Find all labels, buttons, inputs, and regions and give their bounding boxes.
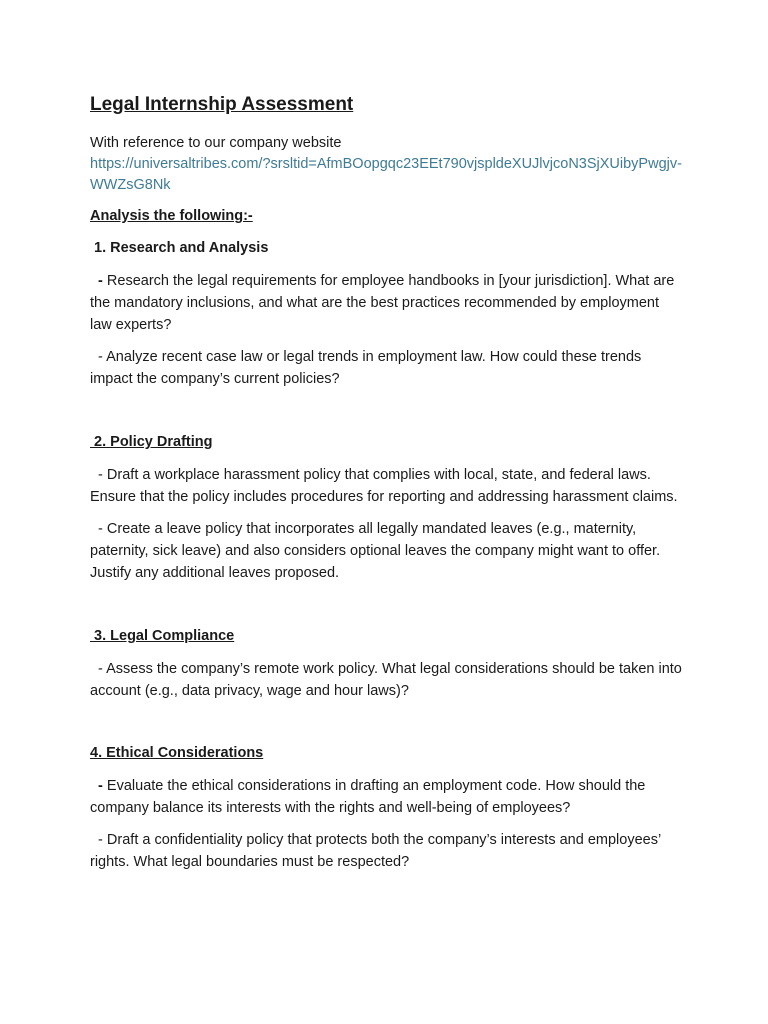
research-item-2-text: Analyze recent case law or legal trends in employment law. How could these trends impact the company’s current policies?: [90, 349, 642, 387]
research-item-1: [90, 270, 682, 336]
bullet-dash: -: [90, 661, 107, 677]
section-heading-research: 1. Research and Analysis: [90, 240, 269, 256]
bullet-dash: -: [90, 521, 107, 537]
document-title: Legal Internship Assessment: [90, 94, 354, 115]
research-item-1-text: Research the legal requirements for employee handbooks in [your jurisdiction]. What are the mandatory inclusions, and what are the best practices recommended by employment law experts?: [90, 273, 675, 333]
bullet-dash: -: [90, 832, 107, 848]
compliance-item-1: [90, 658, 682, 702]
section-heading-legal-compliance: 3. Legal Compliance: [90, 628, 235, 644]
ethical-item-1: [90, 775, 682, 819]
policy-item-2-text: Create a leave policy that incorporates all legally mandated leaves (e.g., maternity, paternity, sick leave) and also considers optional leaves the company might want to offer. Justify any additional leaves proposed.: [90, 521, 661, 581]
policy-item-1-text: Draft a workplace harassment policy that complies with local, state, and federal laws. Ensure that the policy includes procedures for reporting and addressing harassment claims.: [90, 467, 678, 505]
bullet-dash: -: [90, 349, 107, 365]
policy-item-2: [90, 518, 682, 584]
ethical-item-2-text: Draft a confidentiality policy that protects both the company’s interests and employees’ rights. What legal boundaries must be respected?: [90, 832, 661, 870]
ethical-item-2: [90, 829, 682, 873]
compliance-item-1-text: Assess the company’s remote work policy. What legal considerations should be taken into account (e.g., data privacy, wage and hour laws)?: [90, 661, 682, 699]
bullet-dash: -: [90, 778, 107, 794]
research-item-2: [90, 346, 682, 390]
bullet-dash: -: [90, 273, 107, 289]
intro-block: [90, 133, 682, 196]
analysis-heading: Analysis the following:-: [90, 208, 253, 224]
bullet-dash: -: [90, 467, 107, 483]
company-website-link[interactable]: https://universaltribes.com/?srsltid=AfmBOopgqc23EEt790vjspldeXUJlvjcoN3SjXUibyPwgjv-WWZsG8Nk: [90, 156, 682, 193]
ethical-item-1-text: Evaluate the ethical considerations in drafting an employment code. How should the company balance its interests with the rights and well-being of employees?: [90, 778, 646, 816]
section-heading-ethical: 4. Ethical Considerations: [90, 745, 264, 761]
intro-text: With reference to our company website: [90, 135, 342, 151]
document-page: [90, 92, 682, 883]
policy-item-1: [90, 464, 682, 508]
section-heading-policy-drafting: 2. Policy Drafting: [90, 434, 213, 450]
